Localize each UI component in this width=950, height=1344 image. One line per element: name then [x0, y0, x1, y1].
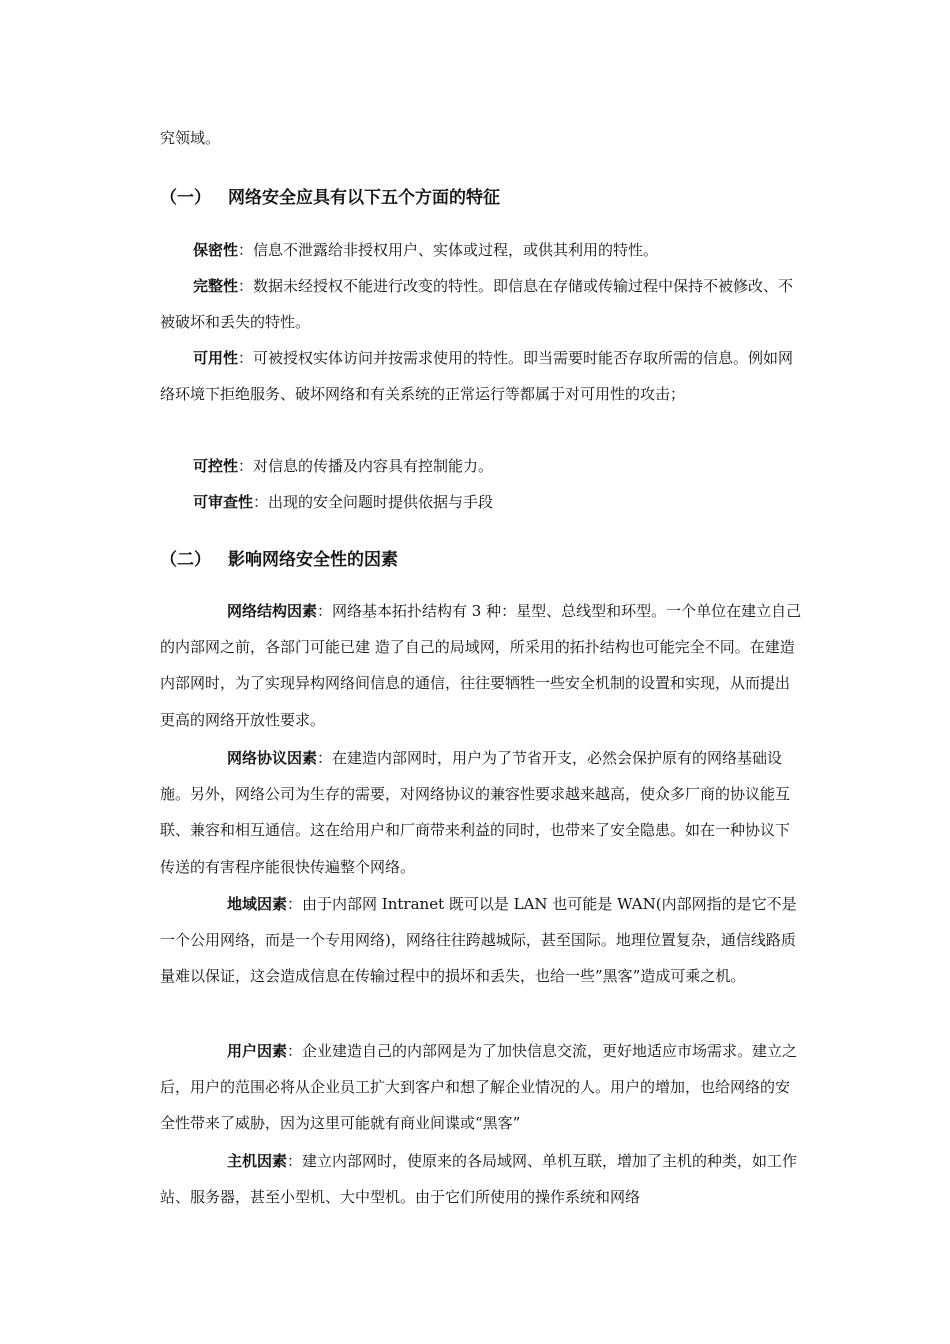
section-title: 网络安全应具有以下五个方面的特征	[228, 188, 500, 208]
definition: 数据未经授权不能进行改变的特性。即信息在存储或传输过程中保持不被修改、不被破坏和丢失的特性。	[160, 277, 794, 332]
feature-paragraph: 保密性：信息不泄露给非授权用户、实体或过程，或供其利用的特性。	[193, 241, 659, 259]
definition: 由于内部网 Intranet 既可以是 LAN 也可能是 WAN(内部网指的是它不是一个公用网络，而是一个专用网络)，网络往往跨越城际，甚至国际。地理位置复杂，通信线路质量难以保证，这会造成信息在传输过程中的损坏和丢失，也给一些”黑客”造成可乘之机。	[160, 895, 797, 986]
definition: 建立内部网时，使原来的各局域网、单机互联，增加了主机的种类，如工作站、服务器，甚至小型机、大中型机。由于它们所使用的操作系统和网络	[160, 1152, 798, 1207]
term: 完整性	[193, 277, 239, 295]
factor-paragraph: 网络结构因素：网络基本拓扑结构有 3 种：星型、总线型和环型。一个单位在建立自己的内部网之前，各部门可能已建 造了自己的局域网，所采用的拓扑结构也可能完全不同。在建造内部网时，为了实现异构网络间信息的通信，往往要牺牲一些安全机制的设置和实现，从而提出更高的网络开放性要求。	[160, 602, 802, 729]
definition: 可被授权实体访问并按需求使用的特性。即当需要时能否存取所需的信息。例如网络环境下拒绝服务、破坏网络和有关系统的正常运行等都属于对可用性的攻击；	[160, 349, 794, 404]
term: 网络结构因素	[227, 602, 318, 620]
term: 保密性	[193, 241, 239, 259]
term: 可审查性	[193, 493, 254, 511]
section-heading-1	[160, 183, 500, 208]
factor-paragraph: 用户因素：企业建造自己的内部网是为了加快信息交流，更好地适应市场需求。建立之后，用户的范围必将从企业员工扩大到客户和想了解企业情况的人。用户的增加，也给网络的安全性带来了威胁，因为这里可能就有商业间谍或“黑客”	[160, 1042, 798, 1133]
factor-paragraph: 网络协议因素：在建造内部网时，用户为了节省开支，必然会保护原有的网络基础设施。另外，网络公司为生存的需要，对网络协议的兼容性要求越来越高，使众多厂商的协议能互联、兼容和相互通信。这在给用户和厂商带来利益的同时，也带来了安全隐患。如在一种协议下传送的有害程序能很快传遍整个网络。	[160, 749, 791, 876]
section-heading-2	[160, 545, 398, 570]
definition: 出现的安全问题时提供依据与手段	[268, 493, 494, 511]
term: 可用性	[193, 349, 239, 367]
section-number: （一）	[160, 188, 211, 208]
section-title: 影响网络安全性的因素	[228, 550, 398, 570]
term: 用户因素	[227, 1042, 288, 1060]
feature-paragraph: 完整性：数据未经授权不能进行改变的特性。即信息在存储或传输过程中保持不被修改、不被破坏和丢失的特性。	[160, 277, 794, 332]
definition: 对信息的传播及内容具有控制能力。	[253, 457, 494, 475]
section-number: （二）	[160, 550, 211, 570]
definition: 网络基本拓扑结构有 3 种：星型、总线型和环型。一个单位在建立自己的内部网之前，各部门可能已建 造了自己的局域网，所采用的拓扑结构也可能完全不同。在建造内部网时，为了实现异构网络间信息的通信，往往要牺牲一些安全机制的设置和实现，从而提出更高的网络开放性要求。	[160, 602, 802, 729]
continuation-text: 究领域。	[160, 129, 221, 147]
definition: 在建造内部网时，用户为了节省开支，必然会保护原有的网络基础设施。另外，网络公司为生存的需要，对网络协议的兼容性要求越来越高，使众多厂商的协议能互联、兼容和相互通信。这在给用户和厂商带来利益的同时，也带来了安全隐患。如在一种协议下传送的有害程序能很快传遍整个网络。	[160, 749, 791, 876]
feature-paragraph: 可用性：可被授权实体访问并按需求使用的特性。即当需要时能否存取所需的信息。例如网络环境下拒绝服务、破坏网络和有关系统的正常运行等都属于对可用性的攻击；	[160, 349, 794, 404]
factor-paragraph: 主机因素：建立内部网时，使原来的各局域网、单机互联，增加了主机的种类，如工作站、服务器，甚至小型机、大中型机。由于它们所使用的操作系统和网络	[160, 1152, 798, 1207]
term: 网络协议因素	[227, 749, 318, 767]
factor-paragraph: 地域因素：由于内部网 Intranet 既可以是 LAN 也可能是 WAN(内部网指的是它不是一个公用网络，而是一个专用网络)，网络往往跨越城际，甚至国际。地理位置复杂，通信线路质量难以保证，这会造成信息在传输过程中的损坏和丢失，也给一些”黑客”造成可乘之机。	[160, 895, 797, 986]
term: 可控性	[193, 457, 239, 475]
term: 主机因素	[227, 1152, 288, 1170]
feature-paragraph: 可审查性：出现的安全问题时提供依据与手段	[193, 493, 494, 511]
feature-paragraph: 可控性：对信息的传播及内容具有控制能力。	[193, 457, 494, 475]
definition: 企业建造自己的内部网是为了加快信息交流，更好地适应市场需求。建立之后，用户的范围必将从企业员工扩大到客户和想了解企业情况的人。用户的增加，也给网络的安全性带来了威胁，因为这里可能就有商业间谍或“黑客”	[160, 1042, 798, 1133]
term: 地域因素	[227, 895, 288, 913]
definition: 信息不泄露给非授权用户、实体或过程，或供其利用的特性。	[253, 241, 659, 259]
